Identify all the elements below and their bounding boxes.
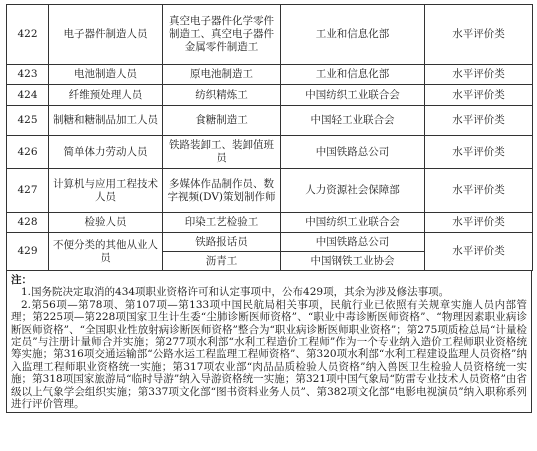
table-row xyxy=(7,106,533,136)
table-row xyxy=(7,213,533,233)
job-title: 真空电子器件化学零件制造工、真空电子器件金属零件制造工 xyxy=(163,5,281,65)
occupation-name: 简单体力劳动人员 xyxy=(49,136,163,169)
occupation-name: 纤维预处理人员 xyxy=(49,85,163,106)
row-number: 425 xyxy=(7,106,49,136)
job-title: 多媒体作品制作员、数字视频(DV)策划制作师 xyxy=(163,169,281,213)
row-number: 422 xyxy=(7,5,49,65)
job-title: 食糖制造工 xyxy=(163,106,281,136)
table-row xyxy=(7,5,533,65)
category-type: 水平评价类 xyxy=(425,106,533,136)
occupation-name: 制糖和糖制品加工人员 xyxy=(49,106,163,136)
document-page xyxy=(6,4,532,413)
category-type: 水平评价类 xyxy=(425,233,533,271)
job-title: 印染工艺检验工 xyxy=(163,213,281,233)
category-type: 水平评价类 xyxy=(425,169,533,213)
department: 工业和信息化部 xyxy=(281,5,425,65)
department: 中国轻工业联合会 xyxy=(281,106,425,136)
notes-title: 注： xyxy=(11,274,32,286)
note-item: 1.国务院决定取消的434项职业资格许可和认定事项中，公布429项，其余为涉及修法事项。 xyxy=(21,286,450,299)
job-title: 沥青工 xyxy=(163,252,281,271)
row-number: 426 xyxy=(7,136,49,169)
department: 中国纺织工业联合会 xyxy=(281,85,425,106)
occupation-name: 电子器件制造人员 xyxy=(49,5,163,65)
job-title: 纺织精炼工 xyxy=(163,85,281,106)
qualification-table xyxy=(6,4,533,271)
table-row xyxy=(7,85,533,106)
occupation-name: 电池制造人员 xyxy=(49,65,163,85)
table-row xyxy=(7,233,533,252)
category-type: 水平评价类 xyxy=(425,213,533,233)
row-number: 429 xyxy=(7,233,49,271)
row-number: 423 xyxy=(7,65,49,85)
table-row xyxy=(7,136,533,169)
department: 中国钢铁工业协会 xyxy=(281,252,425,271)
department: 中国纺织工业联合会 xyxy=(281,213,425,233)
job-title: 铁路报话员 xyxy=(163,233,281,252)
row-number: 424 xyxy=(7,85,49,106)
job-title: 原电池制造工 xyxy=(163,65,281,85)
job-title: 铁路装卸工、装卸值班员 xyxy=(163,136,281,169)
row-number: 428 xyxy=(7,213,49,233)
occupation-name: 检验人员 xyxy=(49,213,163,233)
category-type: 水平评价类 xyxy=(425,85,533,106)
department: 中国铁路总公司 xyxy=(281,136,425,169)
table-row xyxy=(7,65,533,85)
department: 工业和信息化部 xyxy=(281,65,425,85)
category-type: 水平评价类 xyxy=(425,5,533,65)
category-type: 水平评价类 xyxy=(425,65,533,85)
notes-section xyxy=(6,271,532,413)
row-number: 427 xyxy=(7,169,49,213)
department: 人力资源社会保障部 xyxy=(281,169,425,213)
category-type: 水平评价类 xyxy=(425,136,533,169)
department: 中国铁路总公司 xyxy=(281,233,425,252)
table-row xyxy=(7,169,533,213)
occupation-name: 不便分类的其他从业人员 xyxy=(49,233,163,271)
occupation-name: 计算机与应用工程技术人员 xyxy=(49,169,163,213)
note-item: 2.第56项—第78项、第107项—第133项中国民航局相关事项，民航行业已依照有关规章实施人员内部管理；第225项—第228项国家卫生计生委“尘肺诊断医师资格”、“职业中毒诊断医师资格”、“物理因素职业病诊断医师资格”、“全国职业性放射病诊断医师资格”整合为“职业病诊断医师职业资格”；第275项质检总局“计量检定员”与注册计量师合并实施；第277项水利部“水利工程造价工程师”作为一个专业纳入造价工程师职业资格统筹实施；第316项交通运输部“公路水运工程监理工程师资格”、第320项水利部“水利工程建设监理人员资格”纳入监理工程师职业资格统一实施；第317项农业部“肉品品质检验人员资格”纳入兽医卫生检验人员资格统一实施；第318项国家旅游局“临时导游”纳入导游资格统一实施；第321项中国气象局“防雷专业技术人员资格”由省级以上气象学会组织实施；第337项文化部“图书资料业务人员”、第382项文化部“电影电视演员”纳入职称系列进行评价管理。 xyxy=(11,298,527,411)
